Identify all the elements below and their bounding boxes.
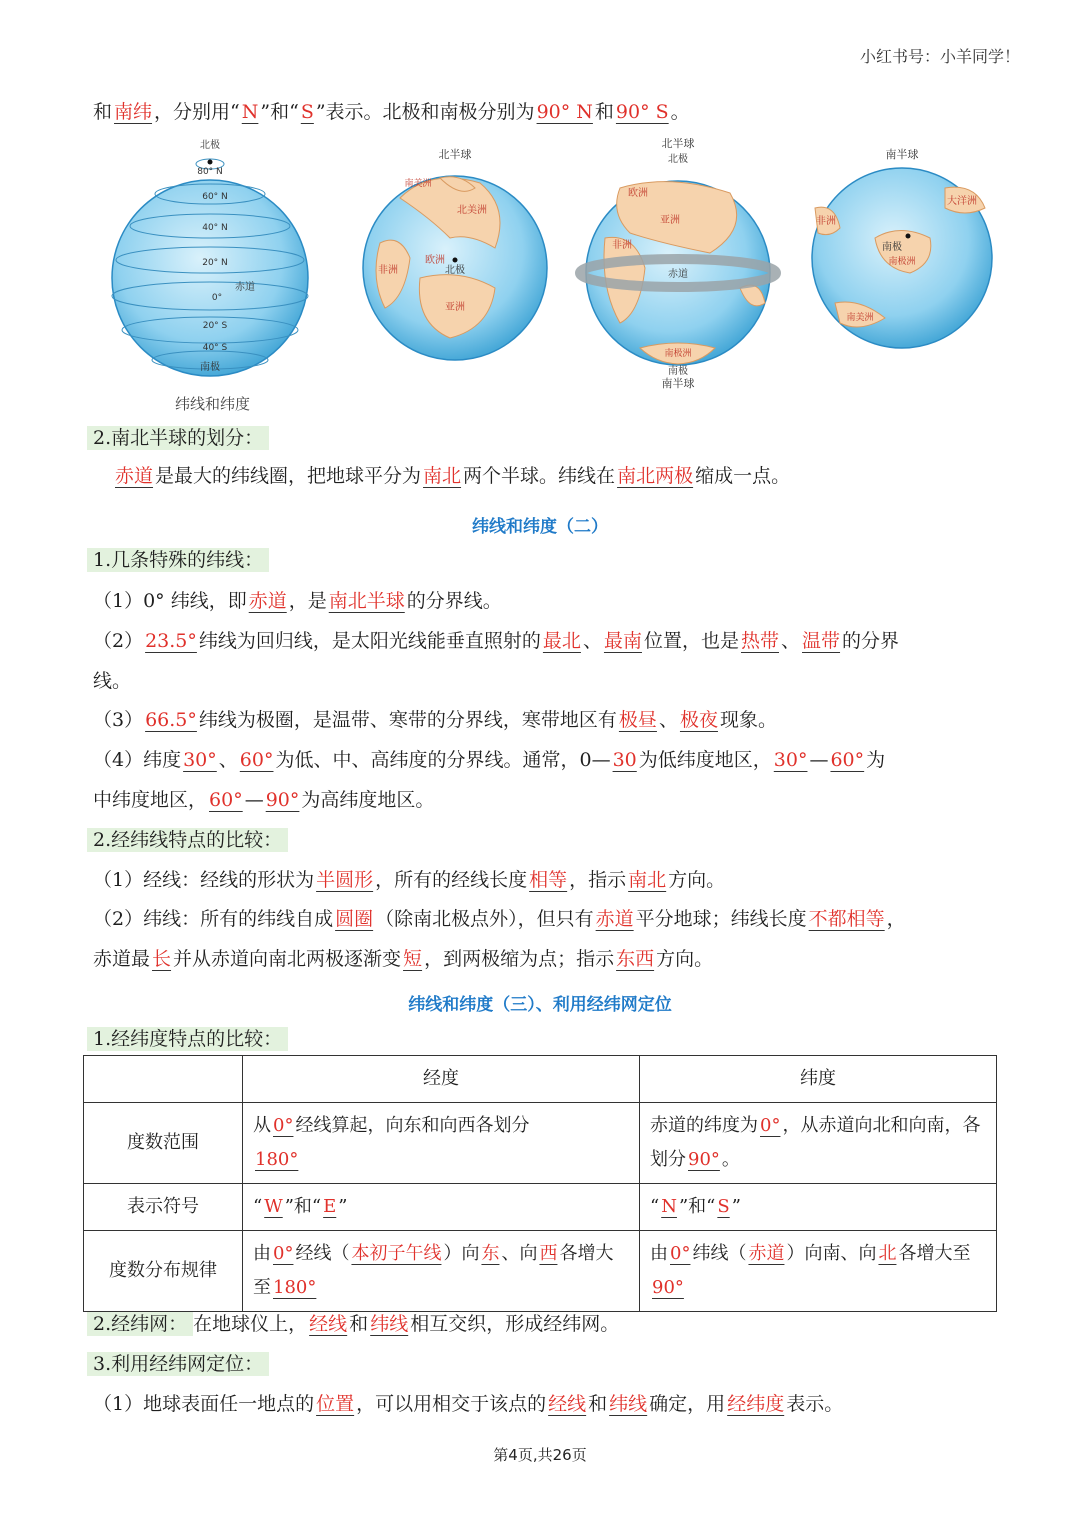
answer: 60° [239, 749, 274, 771]
answer: W [264, 1196, 283, 1217]
answer: 纬线 [370, 1313, 409, 1335]
answer: 相等 [529, 869, 568, 891]
globe2-title: 北半球 [438, 148, 472, 161]
answer: 0° [760, 1115, 781, 1136]
special-line-4b: 中纬度地区， 60° — 90° 为高纬度地区。 [93, 789, 435, 811]
answer: 赤道 [595, 908, 634, 930]
globe3-top-title: 北半球 [661, 138, 695, 150]
answer: 180° [255, 1149, 299, 1170]
special-line-4: （4）纬度 30° 、 60° 为低、中、高纬度的分界线。通常，0— 30 为低纬度地区， 30° — 60° 为 [93, 749, 886, 771]
answer: 经线 [548, 1393, 587, 1415]
answer: 30° [773, 749, 808, 771]
section-title: 纬线和纬度（三）、利用经纬网定位 [408, 995, 672, 1015]
page-number: 第4页,共26页 [493, 1446, 587, 1464]
globe1-equator: 赤道 [235, 282, 255, 293]
answer: 纬线 [609, 1393, 648, 1415]
answer: 半圆形 [316, 869, 374, 891]
cell: 由 0° 经线（ 本初子午线 ）向 东 、向 西 各增大至 180° [243, 1231, 640, 1312]
row-header: 度数分布规律 [84, 1231, 243, 1312]
globe3-equator: 赤道 [668, 269, 688, 280]
continent-label: 南极洲 [888, 257, 916, 267]
answer: N [661, 1196, 677, 1217]
compare-line-2b: 赤道最 长 并从赤道向南北两极逐渐变 短 ，到两极缩为点；指示 东西 方向。 [93, 948, 714, 970]
globe3-bottom-title: 南半球 [661, 377, 695, 390]
globe1-south-pole: 南极 [200, 362, 220, 373]
answer: 极夜 [679, 709, 718, 731]
answer: 30° [183, 749, 217, 771]
answer: 90° [652, 1277, 684, 1298]
cell: 从 0° 经线算起，向东和向西各划分 180° [243, 1103, 640, 1184]
answer: 赤道 [115, 465, 154, 487]
continent-label: 非洲 [612, 240, 632, 251]
special-line-1: （1）0° 纬线，即 赤道 ，是 南北半球 的分界线。 [93, 590, 502, 612]
answer: N [241, 101, 259, 123]
special-line-2b: 线。 [93, 670, 132, 692]
answer: 最南 [603, 630, 642, 652]
answer: 0° [273, 1243, 294, 1264]
answer: 极昼 [618, 709, 657, 731]
continent-label: 亚洲 [660, 215, 680, 226]
answer: 赤道 [748, 1243, 785, 1264]
globe1-north-pole: 北极 [200, 140, 220, 151]
answer: 最北 [542, 630, 581, 652]
globes-figure [100, 138, 1000, 418]
northern-hemisphere-globe [363, 147, 547, 360]
continent-label: 非洲 [816, 216, 836, 227]
answer: 60° [209, 789, 243, 811]
latitude-globe [112, 138, 308, 376]
answer: 西 [539, 1243, 558, 1264]
grid-line: 2.经纬网： 在地球仪上， 经线 和 纬线 相互交织，形成经纬网。 [93, 1309, 1000, 1339]
answer: 经线 [309, 1313, 348, 1335]
compare-line-2: （2）纬线：所有的纬线自成 圆圈 （除南北极点外），但只有 赤道 平分地球；纬线长度 不都相等 ， [93, 908, 906, 930]
equator-globe [580, 138, 776, 390]
comparison-table [83, 1055, 997, 1312]
compare-line-1: （1）经线：经线的形状为 半圆形 ，所有的经线长度 相等 ，指示 南北 方向。 [93, 869, 726, 891]
globe1-tick: 60° N [202, 192, 228, 202]
hemisphere-text: 赤道 是最大的纬线圈，把地球平分为 南北 两个半球。纬线在 南北两极 缩成一点。 [115, 465, 791, 487]
special-line-2: （2） 23.5° 纬线为回归线，是太阳光线能垂直照射的 最北 、 最南 位置，也是 热带 、 温带 的分界 [93, 630, 900, 652]
heading-special: 1.几条特殊的纬线： [93, 545, 1000, 575]
answer: 90° [265, 789, 300, 811]
answer: 圆圈 [335, 908, 374, 930]
answer: 北 [878, 1243, 897, 1264]
globe1-tick: 20° S [202, 321, 228, 331]
col-header: 纬度 [640, 1056, 997, 1103]
answer: 短 [403, 948, 423, 970]
answer: 30 [612, 749, 637, 771]
answer: 南北两极 [617, 465, 694, 487]
continent-label: 南美洲 [404, 179, 432, 189]
answer: 90° N [536, 101, 593, 123]
figure-caption: 纬线和纬度 [175, 395, 251, 413]
answer: 90° S [615, 101, 669, 123]
heading-table: 1.经纬度特点的比较： [93, 1024, 1000, 1054]
special-line-3: （3） 66.5° 纬线为极圈，是温带、寒带的分界线，寒带地区有 极昼 、 极夜 现象。 [93, 709, 777, 731]
answer: 90° [688, 1149, 720, 1170]
answer: S [717, 1196, 730, 1217]
row-header: 表示符号 [84, 1184, 243, 1231]
southern-hemisphere-globe [812, 147, 992, 348]
continent-label: 欧洲 [425, 255, 445, 266]
continent-label: 大洋洲 [947, 196, 977, 207]
continent-label: 南美洲 [846, 313, 874, 323]
heading-hemisphere: 2.南北半球的划分： [93, 423, 1000, 453]
answer: 23.5° [145, 630, 197, 652]
globe1-tick: 40° S [202, 343, 228, 353]
answer: 南北 [423, 465, 462, 487]
globe1-tick: 20° N [202, 258, 228, 268]
globe4-center: 南极 [882, 242, 902, 253]
answer: 0° [273, 1115, 294, 1136]
globe4-title: 南半球 [885, 148, 919, 161]
answer: 热带 [740, 630, 779, 652]
intro-line: 和 南纬 ，分别用“ N ”和“ S ”表示。北极和南极分别为 90° N 和 90° S 。 [93, 101, 690, 123]
globe1-tick: 40° N [202, 223, 228, 233]
answer: 66.5° [145, 709, 197, 731]
section-title: 纬线和纬度（二） [472, 517, 608, 537]
answer: 0° [670, 1243, 691, 1264]
continent-label: 南极洲 [664, 349, 692, 359]
continent-label: 亚洲 [445, 302, 465, 313]
locate-line-1: （1）地球表面任一地点的 位置 ，可以用相交于该点的 经线 和 纬线 确定，用 经纬度 表示。 [93, 1393, 844, 1415]
continent-label: 非洲 [378, 265, 398, 276]
cell: “ W ”和“ E ” [243, 1184, 640, 1231]
heading-locate: 3.利用经纬网定位： [93, 1349, 1000, 1379]
continent-label: 欧洲 [628, 188, 648, 199]
answer: S [300, 101, 314, 123]
cell: 赤道的纬度为 0° ，从赤道向北和向南，各划分 90° 。 [640, 1103, 997, 1184]
globe1-tick: 80° N [197, 167, 223, 177]
col-header: 经度 [243, 1056, 640, 1103]
answer: 180° [273, 1277, 317, 1298]
answer: 温带 [802, 630, 841, 652]
answer: 经纬度 [727, 1393, 785, 1415]
answer: 不都相等 [808, 908, 885, 930]
cell: “ N ”和“ S ” [640, 1184, 997, 1231]
cell: 由 0° 纬线（ 赤道 ）向南、向 北 各增大至90° [640, 1231, 997, 1312]
answer: 位置 [316, 1393, 355, 1415]
continent-label: 北美洲 [457, 205, 487, 216]
globe3-top-pole: 北极 [668, 154, 688, 165]
watermark: 小红书号：小羊同学！ [859, 47, 1020, 66]
heading-compare: 2.经纬线特点的比较： [93, 825, 1000, 855]
answer: 南纬 [114, 101, 153, 123]
table-corner [84, 1056, 243, 1103]
row-header: 度数范围 [84, 1103, 243, 1184]
globe2-center: 北极 [445, 265, 465, 276]
answer: 南北 [628, 869, 667, 891]
answer: 长 [152, 948, 172, 970]
globe3-bottom-pole: 南极 [668, 366, 688, 377]
answer: E [323, 1196, 337, 1217]
globe1-tick: 0° [211, 293, 223, 303]
answer: 赤道 [248, 590, 287, 612]
answer: 本初子午线 [351, 1243, 442, 1264]
answer: 60° [830, 749, 865, 771]
answer: 南北半球 [328, 590, 405, 612]
answer: 东西 [616, 948, 655, 970]
answer: 东 [481, 1243, 500, 1264]
